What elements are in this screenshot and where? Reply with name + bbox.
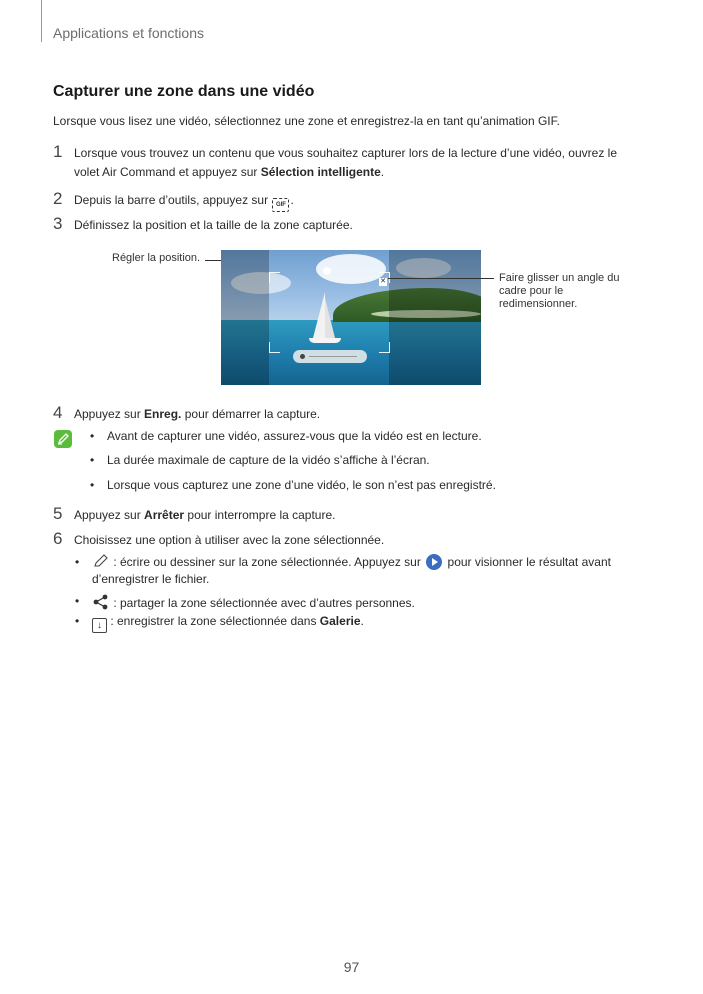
- step-text: Appuyez sur: [74, 508, 145, 522]
- step-number: 3: [53, 214, 63, 233]
- step-number: 4: [53, 403, 63, 422]
- step-text: Depuis la barre d’outils, appuyez sur: [74, 193, 272, 207]
- crop-corner-handle[interactable]: [269, 342, 280, 353]
- step-text: Appuyez sur: [74, 407, 145, 421]
- play-icon: [426, 554, 442, 570]
- pen-icon: [92, 553, 110, 569]
- step-text: volet Air Command et appuyez sur: [74, 165, 261, 179]
- button-term: Enreg.: [144, 407, 182, 421]
- download-icon: ↓: [92, 618, 107, 633]
- page-title: Capturer une zone dans une vidéo: [53, 83, 315, 100]
- callout-adjust-position: Régler la position.: [112, 252, 201, 264]
- record-toolbar[interactable]: [293, 350, 367, 363]
- button-term: Arrêter: [144, 508, 185, 522]
- crop-corner-handle[interactable]: [269, 272, 280, 283]
- step-number: 1: [53, 142, 63, 161]
- callout-resize: Faire glisser un angle du cadre pour le redimensionner.: [499, 272, 620, 310]
- intro-paragraph: Lorsque vous lisez une vidéo, sélectionnez une zone et enregistrez-la en tant qu’animation GIF.: [53, 114, 560, 128]
- app-term: Galerie: [319, 614, 361, 628]
- step-text: Lorsque vous trouvez un contenu que vous souhaitez capturer lors de la lecture d’une vidéo, ouvrez le: [74, 146, 617, 160]
- sailboat-sail: [313, 292, 325, 338]
- menu-term: Sélection intelligente: [260, 165, 381, 179]
- sailboat-hull: [309, 338, 341, 343]
- section-header: Applications et fonctions: [53, 25, 204, 41]
- share-icon: [92, 594, 110, 610]
- step-number: 5: [53, 504, 63, 523]
- callout-line: [388, 278, 494, 279]
- video-screenshot: [221, 250, 481, 385]
- close-icon[interactable]: ✕: [380, 278, 386, 285]
- step-text: Définissez la position et la taille de la zone capturée.: [74, 218, 353, 232]
- option-item-draw-cont: d’enregistrer le fichier.: [92, 572, 210, 586]
- crop-corner-handle[interactable]: [379, 342, 390, 353]
- step-text: Choisissez une option à utiliser avec la zone sélectionnée.: [74, 533, 385, 547]
- dim-overlay: [221, 250, 269, 385]
- page-number: 97: [343, 959, 360, 975]
- step-number: 6: [53, 529, 63, 548]
- note-pencil-icon: [54, 430, 72, 448]
- gif-icon: GIF: [272, 198, 289, 212]
- position-handle[interactable]: [323, 267, 331, 275]
- step-number: 2: [53, 189, 63, 208]
- header-rule: [41, 0, 42, 42]
- dim-overlay: [389, 250, 481, 385]
- sailboat-sail: [325, 298, 335, 338]
